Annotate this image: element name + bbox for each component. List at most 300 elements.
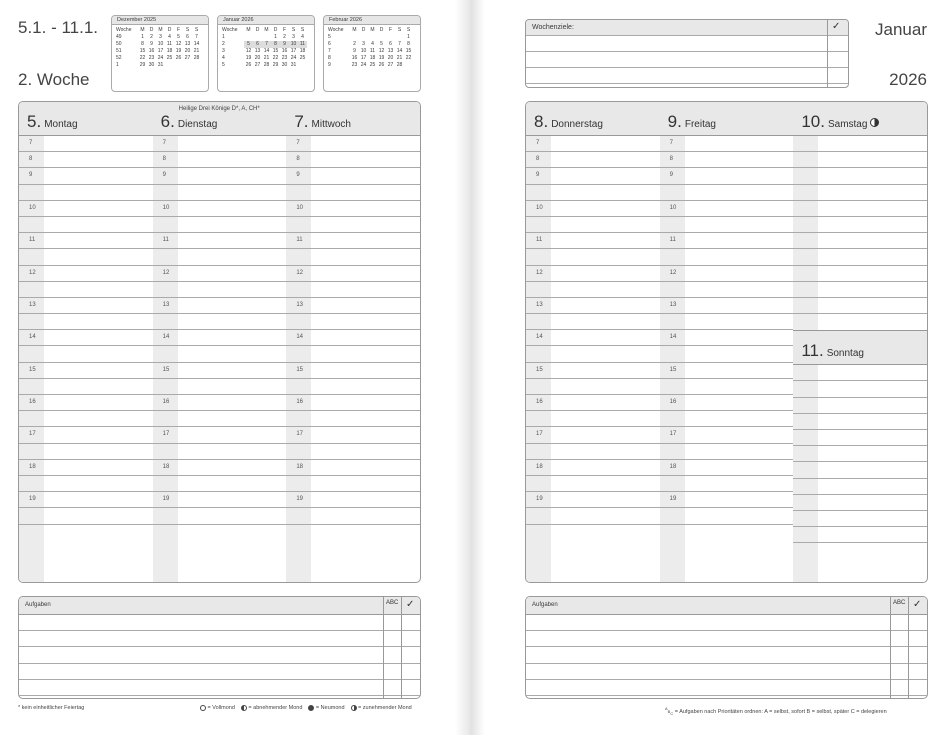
mini-calendar-cell: 25: [369, 62, 376, 68]
task-row[interactable]: [526, 680, 927, 696]
hour-row[interactable]: [19, 152, 153, 168]
mini-calendar-cell: 24: [360, 62, 367, 68]
mini-calendar-cell: 14: [396, 48, 403, 54]
day-header: [19, 102, 153, 136]
hour-row[interactable]: [526, 314, 660, 330]
hour-row[interactable]: [153, 525, 287, 541]
day-name: Mittwoch: [311, 119, 351, 130]
hour-label: 10: [29, 204, 36, 211]
moon-legend-item: [308, 705, 344, 711]
moon-legend-text: = Neumond: [314, 705, 345, 712]
hour-label: 14: [669, 334, 677, 341]
mini-calendar-cell: [368, 34, 377, 41]
hour-label: 13: [29, 301, 36, 308]
hour-row[interactable]: [793, 314, 927, 330]
hour-row[interactable]: [660, 233, 794, 249]
task-row[interactable]: [19, 647, 420, 663]
hour-label: 9: [162, 172, 166, 179]
mini-calendar-cell: 11: [166, 41, 173, 47]
hour-row[interactable]: [526, 330, 660, 346]
hour-label: 14: [536, 334, 543, 341]
hour-row[interactable]: [526, 363, 660, 379]
hour-row[interactable]: [153, 233, 287, 249]
hour-row[interactable]: [286, 201, 420, 217]
hour-row[interactable]: [286, 249, 420, 265]
day-name: Dienstag: [177, 119, 218, 130]
hour-row[interactable]: [526, 427, 660, 443]
mini-calendar-cell: 23: [148, 55, 155, 61]
day-header: [153, 102, 287, 136]
mini-calendar-cell: 49: [116, 34, 122, 40]
hour-row[interactable]: [793, 462, 927, 478]
hour-row[interactable]: [286, 525, 420, 541]
hour-row[interactable]: [660, 427, 794, 443]
mini-calendar-cell: 16: [351, 55, 358, 61]
hour-row[interactable]: [19, 266, 153, 282]
mini-calendar-cell: 1: [407, 34, 410, 40]
hour-row[interactable]: [153, 330, 287, 346]
hour-row[interactable]: [660, 266, 794, 282]
hour-row[interactable]: [793, 266, 927, 282]
hour-row[interactable]: [153, 314, 287, 330]
hour-row[interactable]: [153, 460, 287, 476]
hour-label: 19: [296, 496, 304, 503]
hour-row[interactable]: [153, 249, 287, 265]
hour-row[interactable]: [793, 398, 927, 414]
hour-row[interactable]: [526, 460, 660, 476]
hour-row[interactable]: [793, 233, 927, 249]
mini-calendar-cell: 6: [253, 41, 262, 48]
hour-row[interactable]: [660, 185, 794, 201]
hour-row[interactable]: [286, 395, 420, 411]
day-number: 8. Donnerstag: [534, 112, 603, 131]
hour-rows: [526, 136, 660, 541]
hour-row[interactable]: [526, 346, 660, 362]
mini-calendar-cell: 7: [195, 34, 198, 40]
hour-row[interactable]: [286, 266, 420, 282]
mini-calendar-header-cell: D: [273, 27, 278, 33]
weekend-column: [793, 102, 927, 582]
mini-calendar-cell: 2: [150, 34, 153, 40]
hour-label: 10: [669, 204, 677, 211]
hour-label: 14: [162, 334, 170, 341]
hour-row[interactable]: [19, 444, 153, 460]
task-column-divider: [908, 597, 909, 698]
mini-calendar-cell: [298, 62, 307, 69]
hour-row[interactable]: [660, 444, 794, 460]
hour-row[interactable]: [660, 379, 794, 395]
hour-row[interactable]: [660, 508, 794, 524]
task-row[interactable]: [19, 680, 420, 696]
hour-row[interactable]: [660, 249, 794, 265]
hour-row[interactable]: [660, 217, 794, 233]
hour-row[interactable]: [19, 363, 153, 379]
hour-row[interactable]: [526, 476, 660, 492]
hour-row[interactable]: [153, 185, 287, 201]
mini-calendar-cell: 6: [186, 34, 189, 40]
hour-label: 19: [29, 496, 36, 503]
mini-calendar-cell: 3: [362, 41, 365, 47]
hour-row[interactable]: [526, 411, 660, 427]
hour-row[interactable]: [153, 476, 287, 492]
mini-calendar-cell: 14: [193, 41, 200, 47]
hour-row[interactable]: [286, 363, 420, 379]
hour-rows: [286, 136, 420, 541]
hour-label: 19: [669, 496, 677, 503]
mini-calendar-cell: 13: [387, 48, 394, 54]
hour-row[interactable]: [153, 217, 287, 233]
hour-rows: [660, 136, 794, 541]
hour-row[interactable]: [286, 168, 420, 184]
hour-label: 8: [29, 156, 33, 163]
hour-row[interactable]: [793, 495, 927, 511]
hour-row[interactable]: [793, 298, 927, 314]
hour-row[interactable]: [660, 298, 794, 314]
hour-row[interactable]: [19, 217, 153, 233]
mini-calendar-cell: 27: [254, 62, 261, 68]
hour-row[interactable]: [286, 476, 420, 492]
hour-row[interactable]: [286, 508, 420, 524]
task-row[interactable]: [19, 631, 420, 647]
hour-row[interactable]: [286, 233, 420, 249]
mini-calendar: [111, 15, 209, 92]
mini-calendar-cell: 9: [353, 48, 356, 54]
hour-row[interactable]: [526, 136, 660, 152]
hour-row[interactable]: [153, 168, 287, 184]
hour-row[interactable]: [19, 298, 153, 314]
task-row[interactable]: [19, 615, 420, 631]
hour-label: 14: [296, 334, 304, 341]
hour-row[interactable]: [660, 411, 794, 427]
hour-row[interactable]: [19, 427, 153, 443]
mini-calendar-cell: 51: [116, 48, 122, 54]
mini-calendar-cell: 15: [405, 48, 412, 54]
mini-calendar-cell: 3: [292, 34, 295, 40]
mini-calendar-cell: 5: [222, 62, 225, 68]
hour-row[interactable]: [19, 168, 153, 184]
mini-calendar-cell: 17: [290, 48, 297, 54]
goal-row[interactable]: [526, 68, 848, 84]
mini-calendar-header-cell: M: [158, 27, 163, 33]
hour-row[interactable]: [286, 185, 420, 201]
hour-label: 16: [536, 399, 543, 405]
mini-calendar-header-cell: M: [140, 27, 145, 33]
mini-calendar-cell: 29: [139, 62, 146, 68]
mini-calendar-cell: 1: [222, 34, 225, 40]
day-name: Sonntag: [826, 348, 864, 360]
hour-row[interactable]: [526, 152, 660, 168]
mini-calendar-cell: 5: [244, 41, 253, 48]
hour-row[interactable]: [19, 395, 153, 411]
hour-row[interactable]: [153, 411, 287, 427]
day-column: [153, 102, 288, 582]
day-number: 7. Mittwoch: [294, 112, 351, 131]
hour-row[interactable]: [19, 314, 153, 330]
mini-calendar-cell: 26: [175, 55, 182, 61]
mini-calendar-cell: 24: [157, 55, 164, 61]
task-row[interactable]: [526, 647, 927, 663]
mini-calendar-cell: 4: [222, 55, 225, 61]
hour-row[interactable]: [793, 479, 927, 495]
mini-calendar-cell: 11: [369, 48, 376, 54]
hour-row[interactable]: [19, 525, 153, 541]
month-label: Januar: [875, 20, 927, 39]
mini-calendar-header-cell: F: [388, 27, 393, 33]
hour-row[interactable]: [19, 476, 153, 492]
hour-label: 16: [296, 399, 304, 405]
hour-row[interactable]: [793, 136, 927, 152]
hour-label: 11: [536, 237, 543, 244]
hour-row[interactable]: [793, 365, 927, 381]
hour-row[interactable]: [660, 525, 794, 541]
hour-row[interactable]: [153, 427, 287, 443]
hour-row[interactable]: [19, 249, 153, 265]
mini-calendar-header-cell: Woche: [116, 27, 132, 33]
hour-row[interactable]: [286, 444, 420, 460]
hour-row[interactable]: [286, 346, 420, 362]
hour-rows: [19, 136, 153, 541]
mini-calendar-cell: 28: [263, 62, 270, 68]
mini-calendar-cell: 15: [272, 48, 279, 54]
left-day-grid: [18, 101, 421, 583]
hour-row[interactable]: [153, 492, 287, 508]
mini-calendar-cell: 30: [148, 62, 155, 68]
mini-calendar-cell: [404, 62, 413, 69]
hour-row[interactable]: [793, 527, 927, 543]
hour-row[interactable]: [660, 346, 794, 362]
mini-calendar-cell: 22: [139, 55, 146, 61]
hour-row[interactable]: [526, 395, 660, 411]
task-row[interactable]: [19, 664, 420, 680]
moon-legend-item: [200, 705, 235, 711]
hour-row[interactable]: [153, 298, 287, 314]
hour-row[interactable]: [526, 492, 660, 508]
hour-label: 19: [536, 496, 543, 503]
mini-calendar-cell: 17: [157, 48, 164, 54]
mini-calendar-header-cell: S: [300, 27, 305, 33]
mini-calendar-cell: 8: [271, 41, 280, 48]
hour-row[interactable]: [19, 233, 153, 249]
mini-calendar-cell: [262, 34, 271, 41]
hour-row[interactable]: [526, 201, 660, 217]
hour-row[interactable]: [153, 363, 287, 379]
mini-calendar-cell: [244, 34, 253, 41]
day-header: [526, 102, 660, 136]
hour-row[interactable]: [19, 282, 153, 298]
hour-row[interactable]: [793, 446, 927, 462]
mini-calendar-cell: 12: [175, 41, 182, 47]
hour-row[interactable]: [793, 381, 927, 397]
hour-row[interactable]: [153, 346, 287, 362]
hour-row[interactable]: [793, 168, 927, 184]
task-row[interactable]: [526, 664, 927, 680]
hour-row[interactable]: [660, 395, 794, 411]
hour-row[interactable]: [526, 266, 660, 282]
mini-calendar-cell: 31: [157, 62, 164, 68]
hour-row[interactable]: [286, 492, 420, 508]
hour-row[interactable]: [793, 185, 927, 201]
mini-calendar-title: Februar 2026: [324, 16, 420, 25]
hour-row[interactable]: [660, 330, 794, 346]
hour-row[interactable]: [19, 330, 153, 346]
hour-row[interactable]: [19, 492, 153, 508]
hour-label: 13: [669, 301, 677, 308]
hour-label: 17: [536, 431, 543, 438]
mini-calendar-cell: 1: [141, 34, 144, 40]
hour-row[interactable]: [526, 298, 660, 314]
hour-row[interactable]: [793, 511, 927, 527]
mini-calendar-cell: [395, 34, 404, 41]
priority-note: $^AB_C$ = Aufgaben nach Prioritäten ordnen: A = selbst, sofort B = selbst, später C = delegieren: [665, 706, 887, 716]
mini-calendar-cell: 20: [184, 48, 191, 54]
mini-calendar-header-cell: S: [397, 27, 402, 33]
mini-calendar-header-cell: S: [194, 27, 199, 33]
task-row[interactable]: [526, 631, 927, 647]
hour-row[interactable]: [153, 266, 287, 282]
mini-calendar-cell: 13: [184, 41, 191, 47]
hour-row[interactable]: [660, 201, 794, 217]
hour-label: 11: [162, 237, 169, 244]
goal-row[interactable]: [526, 36, 848, 52]
hour-row[interactable]: [660, 363, 794, 379]
hour-row[interactable]: [19, 201, 153, 217]
hour-row[interactable]: [660, 314, 794, 330]
moon-legend-text: = abnehmender Mond: [246, 705, 303, 712]
hour-row[interactable]: [286, 314, 420, 330]
hour-row[interactable]: [286, 411, 420, 427]
hour-label: 17: [669, 431, 677, 438]
hour-row[interactable]: [286, 460, 420, 476]
hour-row[interactable]: [660, 492, 794, 508]
hour-row[interactable]: [19, 460, 153, 476]
mini-calendar-cell: 23: [351, 62, 358, 68]
hour-row[interactable]: [526, 185, 660, 201]
day-number: 11. Sonntag: [801, 341, 864, 361]
mini-calendar-cell: 2: [353, 41, 356, 47]
hour-row[interactable]: [19, 379, 153, 395]
mini-calendar-cell: 20: [387, 55, 394, 61]
mini-calendar-cell: [192, 62, 201, 69]
hour-row[interactable]: [153, 395, 287, 411]
hour-row[interactable]: [19, 411, 153, 427]
hour-row[interactable]: [793, 414, 927, 430]
moon-legend-text: = zunehmender Mond: [356, 705, 412, 712]
hour-label: 18: [536, 463, 543, 470]
mini-calendar-cell: 50: [116, 41, 122, 47]
hour-row[interactable]: [153, 152, 287, 168]
hour-row[interactable]: [526, 249, 660, 265]
hour-row[interactable]: [660, 168, 794, 184]
hour-row[interactable]: [526, 282, 660, 298]
hour-row[interactable]: [286, 136, 420, 152]
hour-row[interactable]: [793, 430, 927, 446]
hour-row[interactable]: [153, 201, 287, 217]
hour-row[interactable]: [526, 525, 660, 541]
task-column-divider: [401, 597, 402, 698]
hour-row[interactable]: [19, 508, 153, 524]
mini-calendar-header-cell: Woche: [328, 27, 344, 33]
hour-row[interactable]: [526, 508, 660, 524]
day-number: 6. Dienstag: [160, 112, 218, 131]
hour-row[interactable]: [153, 508, 287, 524]
day-column: [526, 102, 661, 582]
day-name: Samstag: [827, 119, 868, 130]
weekly-goals-box: [525, 19, 849, 88]
hour-row[interactable]: [286, 379, 420, 395]
hour-label: 8: [669, 156, 673, 163]
hour-row[interactable]: [793, 249, 927, 265]
hour-row[interactable]: [526, 217, 660, 233]
mini-calendar-cell: 18: [166, 48, 173, 54]
hour-row[interactable]: [526, 379, 660, 395]
hour-row[interactable]: [153, 444, 287, 460]
hour-label: 17: [29, 431, 36, 438]
hour-row[interactable]: [153, 379, 287, 395]
hour-row[interactable]: [286, 298, 420, 314]
hour-rows: [793, 136, 927, 330]
hour-row[interactable]: [19, 185, 153, 201]
hour-row[interactable]: [19, 346, 153, 362]
mini-calendar-cell: 31: [290, 62, 297, 68]
hour-row[interactable]: [660, 460, 794, 476]
mini-calendar-header-cell: M: [352, 27, 357, 33]
mini-calendar-header-cell: D: [255, 27, 260, 33]
hour-row[interactable]: [793, 217, 927, 233]
hour-row[interactable]: [526, 233, 660, 249]
right-tasks-box: [525, 596, 928, 699]
hour-row[interactable]: [153, 136, 287, 152]
hour-row[interactable]: [660, 136, 794, 152]
mini-calendar-cell: 30: [281, 62, 288, 68]
hour-row[interactable]: [286, 152, 420, 168]
mini-calendar-header-cell: D: [167, 27, 172, 33]
mini-calendar-cell: 2: [283, 34, 286, 40]
hour-label: 16: [162, 399, 170, 405]
hour-row[interactable]: [526, 444, 660, 460]
hour-row[interactable]: [286, 217, 420, 233]
task-row[interactable]: [526, 615, 927, 631]
hour-row[interactable]: [153, 282, 287, 298]
hour-row[interactable]: [19, 136, 153, 152]
hour-row[interactable]: [526, 168, 660, 184]
hour-row[interactable]: [286, 282, 420, 298]
hour-row[interactable]: [286, 427, 420, 443]
hour-label: 7: [162, 140, 166, 146]
mini-calendar-cell: 10: [360, 48, 367, 54]
hour-row[interactable]: [660, 476, 794, 492]
hour-row[interactable]: [286, 330, 420, 346]
hour-row[interactable]: [793, 543, 927, 559]
goal-row[interactable]: [526, 52, 848, 68]
mini-calendar-header-cell: D: [379, 27, 384, 33]
mini-calendar-cell: 52: [116, 55, 122, 61]
mini-calendar-cell: 25: [299, 55, 306, 61]
mini-calendar-cell: 13: [254, 48, 261, 54]
mini-calendar-cell: 27: [387, 62, 394, 68]
hour-row[interactable]: [793, 152, 927, 168]
hour-label: 15: [296, 366, 304, 373]
hour-label: 12: [669, 269, 677, 276]
hour-row[interactable]: [793, 201, 927, 217]
hour-row[interactable]: [660, 282, 794, 298]
mini-calendar-cell: 21: [193, 48, 200, 54]
mini-calendar-title: Dezember 2025: [112, 16, 208, 25]
mini-calendar-cell: 29: [272, 62, 279, 68]
hour-row[interactable]: [793, 282, 927, 298]
hour-row[interactable]: [660, 152, 794, 168]
mini-calendar-header-cell: F: [282, 27, 287, 33]
mini-calendar-cell: 19: [175, 48, 182, 54]
